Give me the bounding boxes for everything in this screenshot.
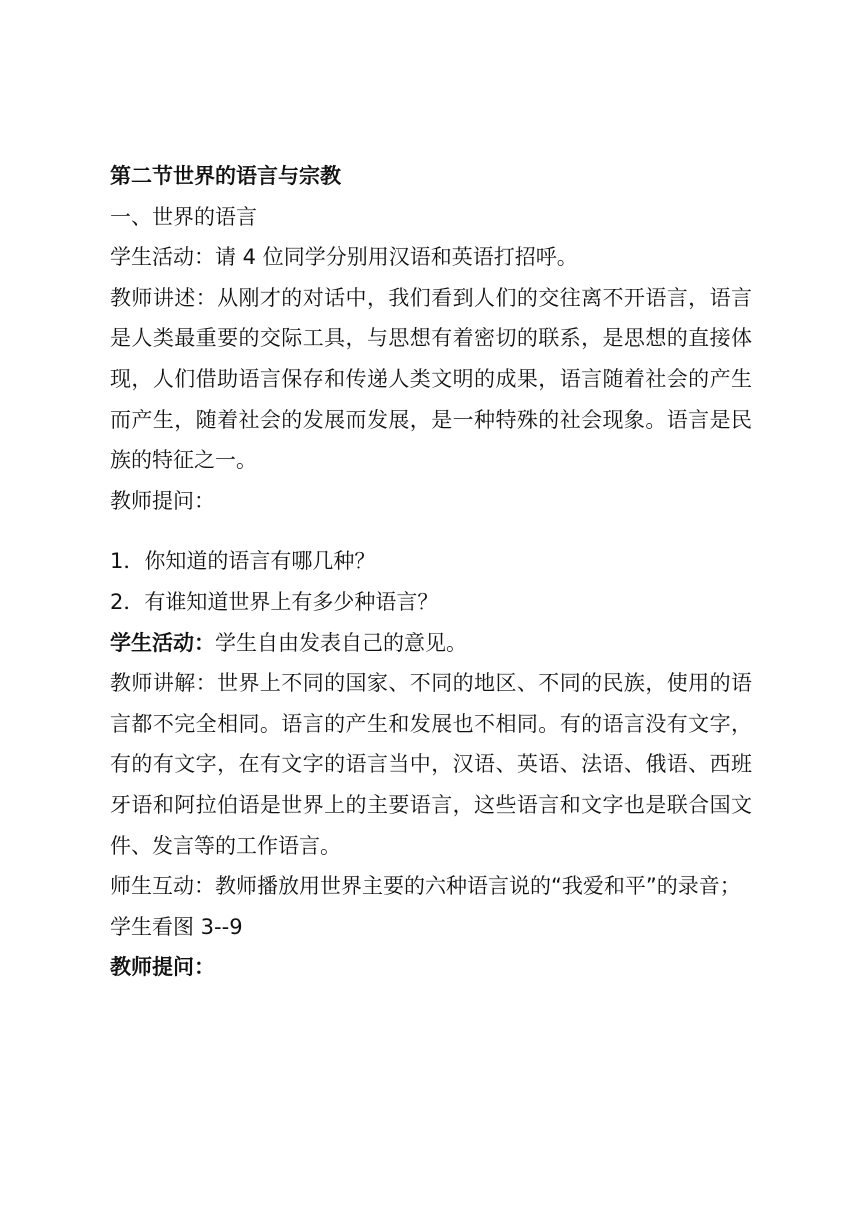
student-activity-2-text: 学生自由发表自己的意见。 xyxy=(215,630,467,655)
question-item: 1．你知道的语言有哪几种？ xyxy=(110,549,376,574)
teacher-student-interaction: 师生互动：教师播放用世界主要的六种语言说的“我爱和平”的录音； xyxy=(110,874,741,899)
section-heading: 一、世界的语言 xyxy=(110,204,257,229)
figure-reference: 学生看图 3--9 xyxy=(110,914,243,939)
document-title: 第二节世界的语言与宗教 xyxy=(110,164,341,188)
teacher-question-label-2: 教师提问： xyxy=(110,955,215,980)
student-activity-2 xyxy=(110,623,752,664)
teacher-lecture-1: 教师讲述：从刚才的对话中，我们看到人们的交往离不开语言，语言是人类最重要的交际工具，与思想有着密切的联系，是思想的直接体现，人们借助语言保存和传递人类文明的成果，语言随着社会的产生而产生，随着社会的发展而发展，是一种特殊的社会现象。语言是民族的特征之一。 xyxy=(110,285,752,473)
teacher-question-label: 教师提问： xyxy=(110,488,215,513)
teacher-lecture-2: 教师讲解：世界上不同的国家、不同的地区、不同的民族，使用的语言都不完全相同。语言的产生和发展也不相同。有的语言没有文字，有的有文字，在有文字的语言当中，汉语、英语、法语、俄语、西班牙语和阿拉伯语是世界上的主要语言，这些语言和文字也是联合国文件、发言等的工作语言。 xyxy=(110,671,752,858)
student-activity-1: 学生活动：请 4 位同学分别用汉语和英语打招呼。 xyxy=(110,245,578,270)
document-body xyxy=(110,156,752,988)
student-activity-2-label: 学生活动： xyxy=(110,630,215,655)
question-item: 2．有谁知道世界上有多少种语言？ xyxy=(110,589,439,614)
paragraph-gap xyxy=(110,521,752,541)
